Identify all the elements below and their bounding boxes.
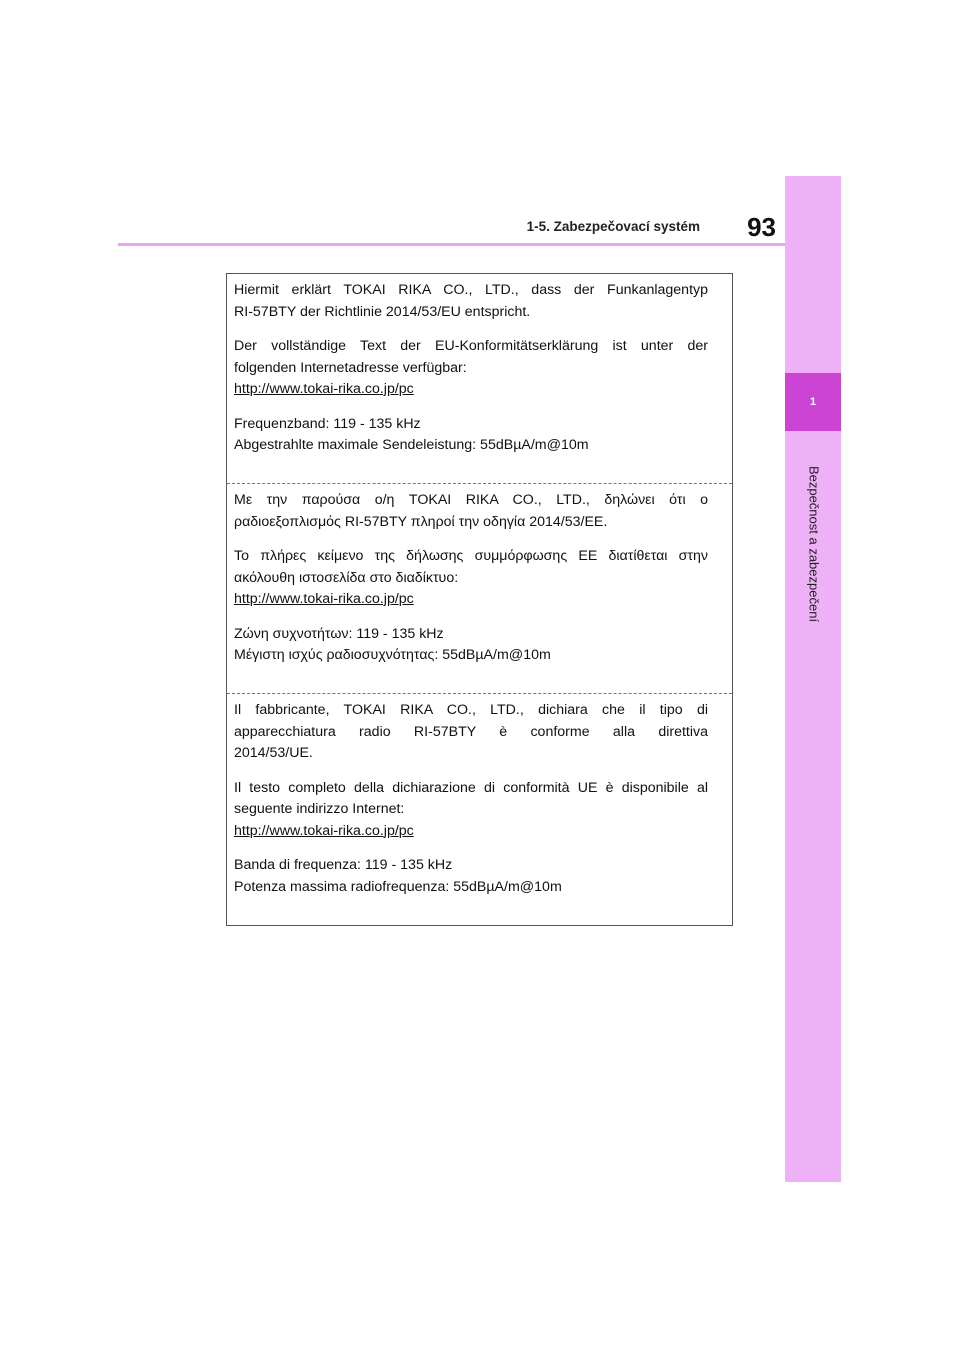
text-line: RI-57BTY der Richtlinie 2014/53/EU entspricht. xyxy=(234,303,531,320)
text-line: Abgestrahlte maximale Sendeleistung: 55dBµA/m@10m xyxy=(234,437,589,453)
declaration-greek xyxy=(227,483,732,693)
frequency-paragraph xyxy=(234,414,708,457)
text-line: Το πλήρες κείμενο της δήλωσης συμμόρφωσης ΕΕ διατίθεται στην xyxy=(234,548,708,564)
text-line: folgenden Internetadresse verfügbar: xyxy=(234,359,467,376)
text-line: Ζώνη συχνοτήτων: 119 - 135 kHz xyxy=(234,625,444,642)
declaration-italian xyxy=(227,693,732,926)
frequency-paragraph xyxy=(234,624,708,667)
declaration-paragraph xyxy=(234,280,708,323)
chapter-number-box xyxy=(785,373,841,431)
text-line: Der vollständige Text der EU-Konformitätserklärung ist unter der xyxy=(234,338,708,354)
declaration-link[interactable]: http://www.tokai-rika.co.jp/pc xyxy=(234,381,414,397)
text-line: Banda di frequenza: 119 - 135 kHz xyxy=(234,857,453,873)
text-line: seguente indirizzo Internet: xyxy=(234,801,405,817)
page-number: 93 xyxy=(747,212,776,242)
availability-paragraph xyxy=(234,778,708,843)
declaration-link[interactable]: http://www.tokai-rika.co.jp/pc xyxy=(234,822,414,839)
text-line: Il fabbricante, TOKAI RIKA CO., LTD., dichiara che il tipo di xyxy=(234,702,708,718)
text-line: Με την παρούσα ο/η TOKAI RIKA CO., LTD., δηλώνει ότι ο xyxy=(234,492,708,508)
text-line: 2014/53/UE. xyxy=(234,745,313,761)
text-line: ακόλουθη ιστοσελίδα στο διαδίκτυο: xyxy=(234,569,459,586)
text-line: ραδιοεξοπλισμός RI-57BTY πληροί την οδηγία 2014/53/ΕΕ. xyxy=(234,513,608,530)
frequency-paragraph xyxy=(234,855,708,898)
declaration-german xyxy=(227,274,732,483)
declaration-paragraph xyxy=(234,700,708,765)
text-line: Potenza massima radiofrequenza: 55dBµA/m@10m xyxy=(234,878,562,895)
availability-paragraph xyxy=(234,336,708,401)
chapter-label: Bezpečnost a zabezpečení xyxy=(806,465,822,623)
header-rule xyxy=(118,243,785,246)
text-line: Il testo completo della dichiarazione di conformità UE è disponibile al xyxy=(234,779,708,796)
chapter-side-tab xyxy=(785,176,841,1182)
text-line: Μέγιστη ισχύς ραδιοσυχνότητας: 55dBµA/m@10m xyxy=(234,647,551,663)
declaration-paragraph xyxy=(234,490,708,533)
text-line: Frequenzband: 119 - 135 kHz xyxy=(234,415,421,432)
text-line: apparecchiatura radio RI-57BTY è conforme alla direttiva xyxy=(234,723,708,740)
availability-paragraph xyxy=(234,546,708,611)
text-line: Hiermit erklärt TOKAI RIKA CO., LTD., dass der Funkanlagentyp xyxy=(234,282,708,298)
declaration-link[interactable]: http://www.tokai-rika.co.jp/pc xyxy=(234,591,414,607)
chapter-number: 1 xyxy=(809,396,817,408)
declaration-frame xyxy=(226,273,733,926)
section-title: 1-5. Zabezpečovací systém xyxy=(526,219,700,234)
